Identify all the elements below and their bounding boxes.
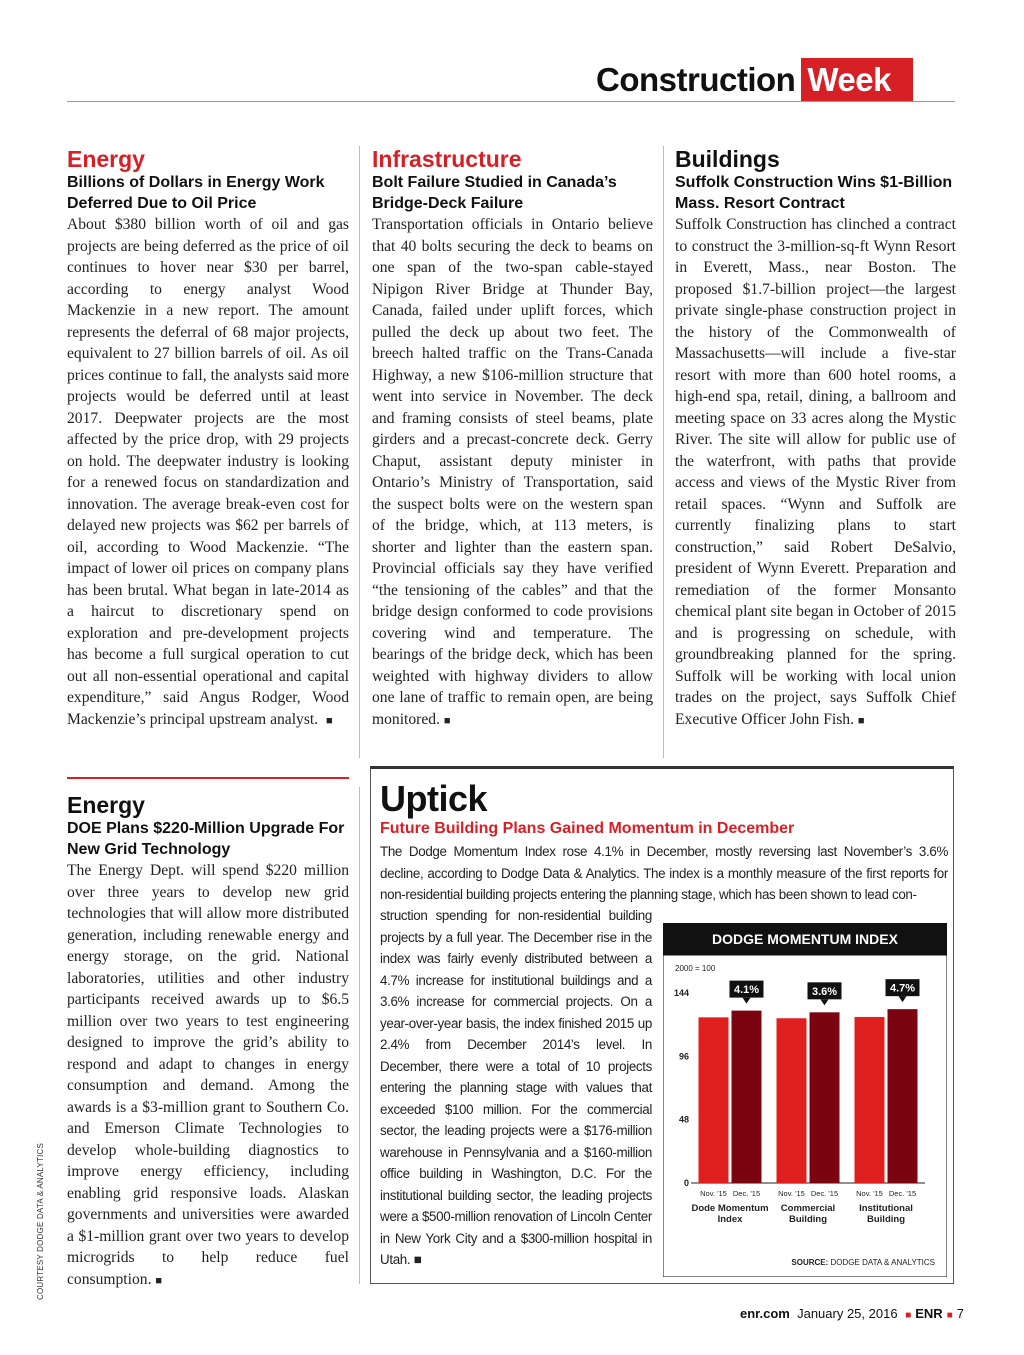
change-label: 4.7% [889,982,916,995]
section-rule [67,777,349,779]
y-tick-label: 96 [678,1051,689,1062]
uptick-title: Uptick [380,778,488,819]
photo-credit: COURTESY DODGE DATA & ANALYTICS [36,1142,45,1300]
section-label: Buildings [675,146,780,172]
article-headline: Bolt Failure Studied in Canada’s Bridge-Deck Failure [372,174,617,212]
uptick-subtitle: Future Building Plans Gained Momentum in December [380,820,795,837]
group-label: Institutional [859,1203,913,1214]
article-body: The Energy Dept. will spend $220 million over three years to develop new grid technologies that will allow more distributed generation, including renewable energy and energy storage, on the grid. National laboratories, utilities and other industry participants received awards up to $6.5 million over two years to test engineering designed to improve the grid’s ability to respond and adapt to changes in energy consumption and demand. Among the awards is a $3-million grant to Southern Co. and Emerson Climate Technologies to develop whole-building diagnostics to improve energy efficiency, including enabling grid responsive loads. Alaskan governments and universities were awarded a $1-million grant over two years to develop microgrids to help reduce fuel consumption. ■ [67,862,349,1288]
group-label: Commercial [780,1203,836,1214]
page-footer [740,1306,964,1321]
uptick-box [370,766,954,1284]
footer-publication: ENR [915,1306,943,1321]
chart-subtitle: 2000 = 100 [675,964,716,973]
end-mark: ■ [155,1274,163,1287]
footer-separator: ■ [946,1310,953,1321]
article-energy-oil [67,146,349,732]
article-infrastructure [372,146,653,732]
y-tick-label: 144 [673,987,689,998]
masthead-title-left: Construction [596,61,796,98]
masthead [596,58,913,102]
dodge-momentum-chart [663,923,947,1277]
chart-source [791,1258,935,1267]
end-mark: ■ [325,714,333,727]
article-body: About $380 billion worth of oil and gas projects are being deferred as the price of oil continues to hover near $30 per barrel, according to energy analyst Wood Mackenzie in a new report. The amount represents the deferral of 68 major projects, equivalent to 27 billion barrels of oil. As oil prices continue to fall, the analysts said more projects would be deferred until at least 2017. Deepwater projects are the most affected by the price drop, with 29 projects on hold. The deepwater industry is looking for a renewed focus on standardization and innovation. The average break-even cost for delayed new projects was $62 per barrels of oil, according to Wood Mackenzie. “The impact of lower oil prices on company plans has been brutal. What began in late-2014 as a haircut to discretionary spend on exploration and pre-development projects has become a full surgical operation to cut out all non-essential operational and capital expenditure,” said Angus Rodger, Wood Mackenzie’s principal upstream analyst. ■ [67,216,349,728]
column-rule [359,146,360,758]
article-energy-grid [67,792,349,1292]
x-category-label: Nov. '15 [700,1189,727,1198]
section-label: Energy [67,792,145,818]
article-body: Suffolk Construction has clinched a contract to construct the 3-million-sq-ft Wynn Resort in Everett, Mass., near Boston. The proposed $1.7-billion project—the largest private single-phase construction project in the history of the Commonwealth of Massachusetts—will include a five-star resort with more than 600 hotel rooms, a high-end spa, retail, dining, a ballroom and meeting space on 33 acres along the Mystic River. The site will allow for public use of the waterfront, with paths that provide access and views of the Mystic River from retail spaces. “Wynn and Suffolk are currently finalizing plans to start construction,” said Robert DeSalvio, president of Wynn Everett. Preparation and remediation of the former Monsanto chemical plant site began in October of 2015 and is progressing on schedule, with groundbreaking planned for the spring. Suffolk will be working with local union trades on the project, says Suffolk Chief Executive Officer John Fish. ■ [675,216,956,728]
chart-plot [663,955,947,1277]
footer-site: enr.com [740,1306,790,1321]
chart-source-label: SOURCE: [791,1258,831,1267]
bar-dec-2015 [732,1011,762,1183]
article-buildings [675,146,956,732]
column-rule [359,787,360,1284]
x-category-label: Dec. '15 [888,1189,917,1198]
group-label: Index [717,1214,743,1225]
article-body: Transportation officials in Ontario believe that 40 bolts securing the deck to beams on one span of the two-span cable-stayed Nipigon River Bridge at Thunder Bay, Canada, failed under uplift forces, which pulled the deck up about two feet. The breech halted traffic on the Trans-Canada Highway, a new $106-million structure that went into service in November. The deck and framing consists of steel beams, plate girders and a precast-concrete deck. Gerry Chaput, assistant deputy minister in Ontario’s Ministry of Transportation, said the suspect bolts were on the western span of the bridge, which, at 113 meters, is shorter and lighter than the eastern span. Provincial officials say they have verified “the tensioning of the cables” and that the bridge design conformed to code provisions covering wind and temperature. The bearings of the bridge deck, which has been weighted with highway dividers to allow one lane of traffic to remain open, are being monitored. ■ [372,216,653,728]
x-category-label: Dec. '15 [732,1189,761,1198]
masthead-title-right: Week [801,58,913,102]
bar-nov-2015 [855,1017,885,1183]
footer-separator: ■ [905,1310,912,1321]
column-rule [663,146,664,758]
chart-title: DODGE MOMENTUM INDEX [663,923,947,955]
y-tick-label: 48 [678,1114,689,1125]
group-label: Building [867,1214,905,1225]
change-label: 3.6% [811,985,838,998]
article-headline: Suffolk Construction Wins $1-Billion Mass. Resort Contract [675,174,953,212]
section-label: Infrastructure [372,146,522,172]
bar-nov-2015 [699,1017,729,1183]
end-mark: ■ [413,1252,422,1267]
x-category-label: Nov. '15 [778,1189,805,1198]
change-label: 4.1% [733,984,760,997]
footer-page-number: 7 [956,1306,964,1321]
article-headline: Billions of Dollars in Energy Work Deferred Due to Oil Price [67,174,325,212]
header-rule [67,101,955,102]
chart-source-text: DODGE DATA & ANALYTICS [830,1258,935,1267]
x-category-label: Dec. '15 [810,1189,839,1198]
group-label: Dode Momentum [691,1203,769,1214]
end-mark: ■ [443,714,451,727]
section-label: Energy [67,146,145,172]
uptick-intro-text: The Dodge Momentum Index rose 4.1% in December, mostly reversing last November’s 3.6% decline, according to Dodge Data & Analytics. The index is a monthly measure of the first reports for non-residential building projects entering the planning stage, which has been shown to lead con- [380,844,948,902]
y-tick-label: 0 [683,1178,689,1188]
end-mark: ■ [857,714,865,727]
x-category-label: Nov. '15 [856,1189,883,1198]
group-label: Building [789,1214,827,1225]
bar-dec-2015 [888,1009,918,1183]
article-headline: DOE Plans $220-Million Upgrade For New Grid Technology [67,820,345,858]
bar-nov-2015 [777,1018,807,1183]
bar-dec-2015 [810,1012,840,1183]
uptick-body-text: struction spending for non-residential building projects by a full year. The December rise in the index was fairly evenly distributed between a 4.7% increase for institutional buildings and a 3.6% increase for commercial projects. On a year-over-year basis, the index finished 2015 up 2.4% from December 2014’s level. In December, there were a total of 10 projects entering the planning stage with values that exceeded $100 million. For the commercial sector, the leading projects were a $176-million warehouse in Pennsylvania and a $160-million office building in Washington, D.C. For the institutional building sector, the leading projects were a $500-million renovation of Lincoln Center in New York City and a $300-million hospital in Utah. ■ [380,908,652,1267]
footer-date: January 25, 2016 [797,1306,898,1321]
